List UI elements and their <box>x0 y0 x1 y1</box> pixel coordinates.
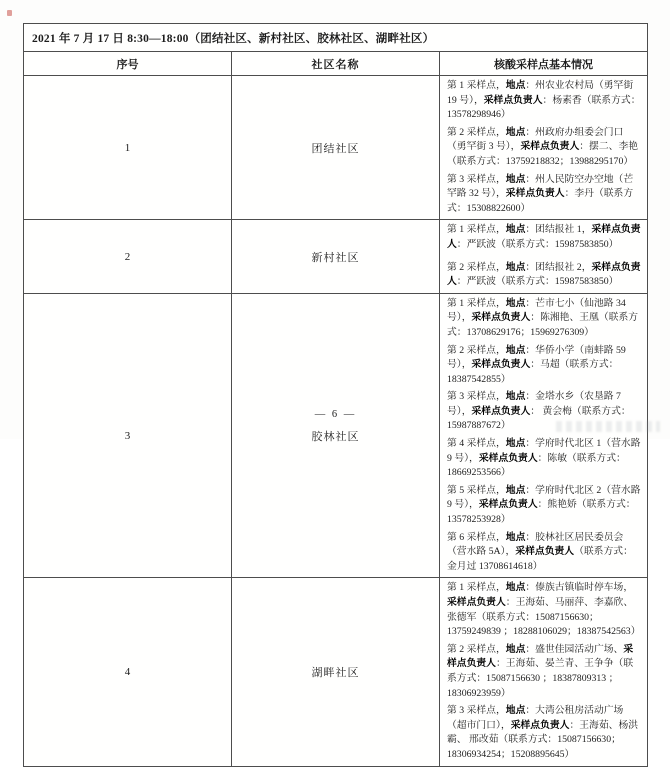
community-name: 新村社区 <box>232 220 440 293</box>
point-prefix: 第 5 采样点， <box>447 484 506 496</box>
person-label: 采样点负责人 <box>471 405 531 417</box>
location-label: 地点 <box>505 173 526 185</box>
point-prefix: 第 2 采样点， <box>447 261 506 273</box>
person-text: ： 黄会梅（联系方式：15987887672） <box>447 405 631 432</box>
location-text: ：团结报社 2， <box>525 261 592 273</box>
person-text: ：杨素香（联系方式：13578298946） <box>447 94 641 121</box>
person-text: ：王海茹、晏兰青、王争争（联系方式：15087156630 ；18387809313 ；18306923959） <box>447 658 634 699</box>
location-text: ：大湾公租房活动广场（超市门口）， <box>447 705 624 731</box>
person-label: 采样点负责人 <box>483 94 543 106</box>
sampling-details-cell <box>440 220 648 293</box>
person-label: 采样点负责人 <box>520 141 580 153</box>
page-number: — 6 — <box>314 409 357 420</box>
location-text: ：学府时代北区 2（营水路 9 号）， <box>447 484 641 511</box>
table-title-row <box>24 24 648 52</box>
sampling-details-cell <box>440 76 648 220</box>
point-prefix: 第 3 采样点， <box>447 391 506 403</box>
location-label: 地点 <box>505 705 526 717</box>
person-text: ：严跃波（联系方式：15987583850） <box>456 238 619 250</box>
row-index: 2 <box>24 220 232 293</box>
person-label: 采样点负责人 <box>478 499 538 511</box>
person-text: ：严跃波（联系方式：15987583850） <box>456 276 619 288</box>
person-label: 采样点负责人 <box>447 597 506 608</box>
location-label: 地点 <box>505 80 526 91</box>
table-header-row <box>24 52 648 76</box>
location-text: ：学府时代北区 1（营水路 9 号）， <box>447 438 641 464</box>
location-text: ：团结报社 1， <box>525 224 592 236</box>
faint-watermark-smudge <box>556 421 660 432</box>
person-label: 采样点负责人 <box>471 312 531 324</box>
location-label: 地点 <box>505 438 526 450</box>
point-prefix: 第 1 采样点， <box>447 224 506 236</box>
sampling-point-entry <box>447 437 642 481</box>
sampling-point-entry <box>447 223 642 252</box>
location-label: 地点 <box>505 297 526 309</box>
location-label: 地点 <box>505 391 526 403</box>
community-name: 胶林社区 <box>232 293 440 578</box>
person-label: 采样点负责人 <box>515 546 575 558</box>
person-label: 采样点负责人 <box>447 643 634 670</box>
sampling-point-entry <box>447 297 642 341</box>
person-text: ：陈敏（联系方式：18669253566） <box>447 452 626 479</box>
person-text: （联系方式：金月过 13708614618） <box>447 546 633 572</box>
location-label: 地点 <box>505 531 526 543</box>
column-header-community: 社区名称 <box>232 52 440 76</box>
person-text: ：王海茹、杨洪霸、 邢改茹（联系方式：15087156630；18306934254；15208895645） <box>447 719 639 760</box>
sampling-point-entry <box>447 581 642 639</box>
sampling-point-entry <box>447 173 642 217</box>
location-label: 地点 <box>505 261 526 273</box>
point-prefix: 第 6 采样点， <box>447 531 506 543</box>
sampling-point-entry <box>447 261 642 290</box>
sampling-point-entry <box>447 126 642 170</box>
table-row <box>24 293 648 578</box>
sampling-point-entry <box>447 79 642 123</box>
location-text: ：胶林社区居民委员会（营水路 5A）， <box>447 531 624 558</box>
location-label: 地点 <box>505 126 526 138</box>
location-text: ：州人民防空办空地（芒罕路 32 号）， <box>447 173 634 200</box>
person-label: 采样点负责人 <box>505 188 565 200</box>
location-text: ：傣族古镇临时停车场， <box>525 582 634 594</box>
sampling-point-entry <box>447 531 642 575</box>
sampling-point-entry <box>447 484 642 528</box>
location-text: ：盛世佳园活动广场、 <box>525 643 624 655</box>
person-text: ：王海茹、马丽萍、李嘉欣、张德军（联系方式：15087156630；13759249839 ；18288106029；18387542563） <box>447 597 641 638</box>
community-name: 湖畔社区 <box>232 578 440 766</box>
person-label: 采样点负责人 <box>478 452 538 464</box>
point-prefix: 第 2 采样点， <box>447 344 506 356</box>
person-label: 采样点负责人 <box>447 224 641 250</box>
person-text: ：李丹（联系方式：15308822600） <box>447 188 634 214</box>
sampling-point-entry <box>447 704 642 762</box>
person-text: ：马超（联系方式：18387542855） <box>447 359 619 385</box>
row-index: 1 <box>24 76 232 220</box>
person-text: ：摆二、李艳（联系方式：13759218832；13988295170） <box>447 141 639 167</box>
row-index: 3 <box>24 293 232 578</box>
person-label: 采样点负责人 <box>447 261 641 288</box>
location-text: ：华侨小学（南蚌路 59 号）， <box>447 344 626 371</box>
document-title: 2021 年 7 月 17 日 8:30—18:00（团结社区、新村社区、胶林社区、湖畔社区） <box>24 24 648 52</box>
person-label: 采样点负责人 <box>471 359 531 371</box>
location-label: 地点 <box>505 643 526 655</box>
table-row <box>24 578 648 766</box>
location-text: ：金塔水乡（农垦路 7 号）， <box>447 391 621 417</box>
column-header-details: 核酸采样点基本情况 <box>440 52 648 76</box>
point-prefix: 第 2 采样点， <box>447 643 506 655</box>
sampling-point-entry <box>447 643 642 701</box>
table-row <box>24 76 648 220</box>
location-label: 地点 <box>505 484 526 496</box>
point-prefix: 第 1 采样点， <box>447 80 506 91</box>
point-prefix: 第 2 采样点， <box>447 126 506 138</box>
sampling-point-entry <box>447 344 642 388</box>
person-text: ：陈湘艳、王凰（联系方式：13708629176；15969276309） <box>447 312 639 338</box>
location-text: ：州农业农村局（勇罕街 19 号）， <box>447 80 634 106</box>
sampling-points-table <box>23 23 648 767</box>
table-row <box>24 220 648 293</box>
location-label: 地点 <box>505 224 526 236</box>
person-label: 采样点负责人 <box>510 719 570 731</box>
point-prefix: 第 3 采样点， <box>447 705 506 717</box>
location-label: 地点 <box>505 582 526 594</box>
sampling-details-cell <box>440 293 648 578</box>
point-prefix: 第 3 采样点， <box>447 173 506 185</box>
column-header-index: 序号 <box>24 52 232 76</box>
sampling-details-cell <box>440 578 648 766</box>
person-text: ：熊艳娇（联系方式：13578253928） <box>447 499 636 526</box>
location-text: ：州政府办组委会门口（勇罕街 3 号）， <box>447 126 624 153</box>
scan-artifact-red-speck <box>7 10 12 16</box>
row-index: 4 <box>24 578 232 766</box>
point-prefix: 第 1 采样点， <box>447 297 506 309</box>
location-label: 地点 <box>505 344 526 356</box>
location-text: ：芒市七小（仙池路 34 号）， <box>447 297 626 324</box>
point-prefix: 第 4 采样点， <box>447 438 506 450</box>
community-name: 团结社区 <box>232 76 440 220</box>
point-prefix: 第 1 采样点， <box>447 582 506 594</box>
